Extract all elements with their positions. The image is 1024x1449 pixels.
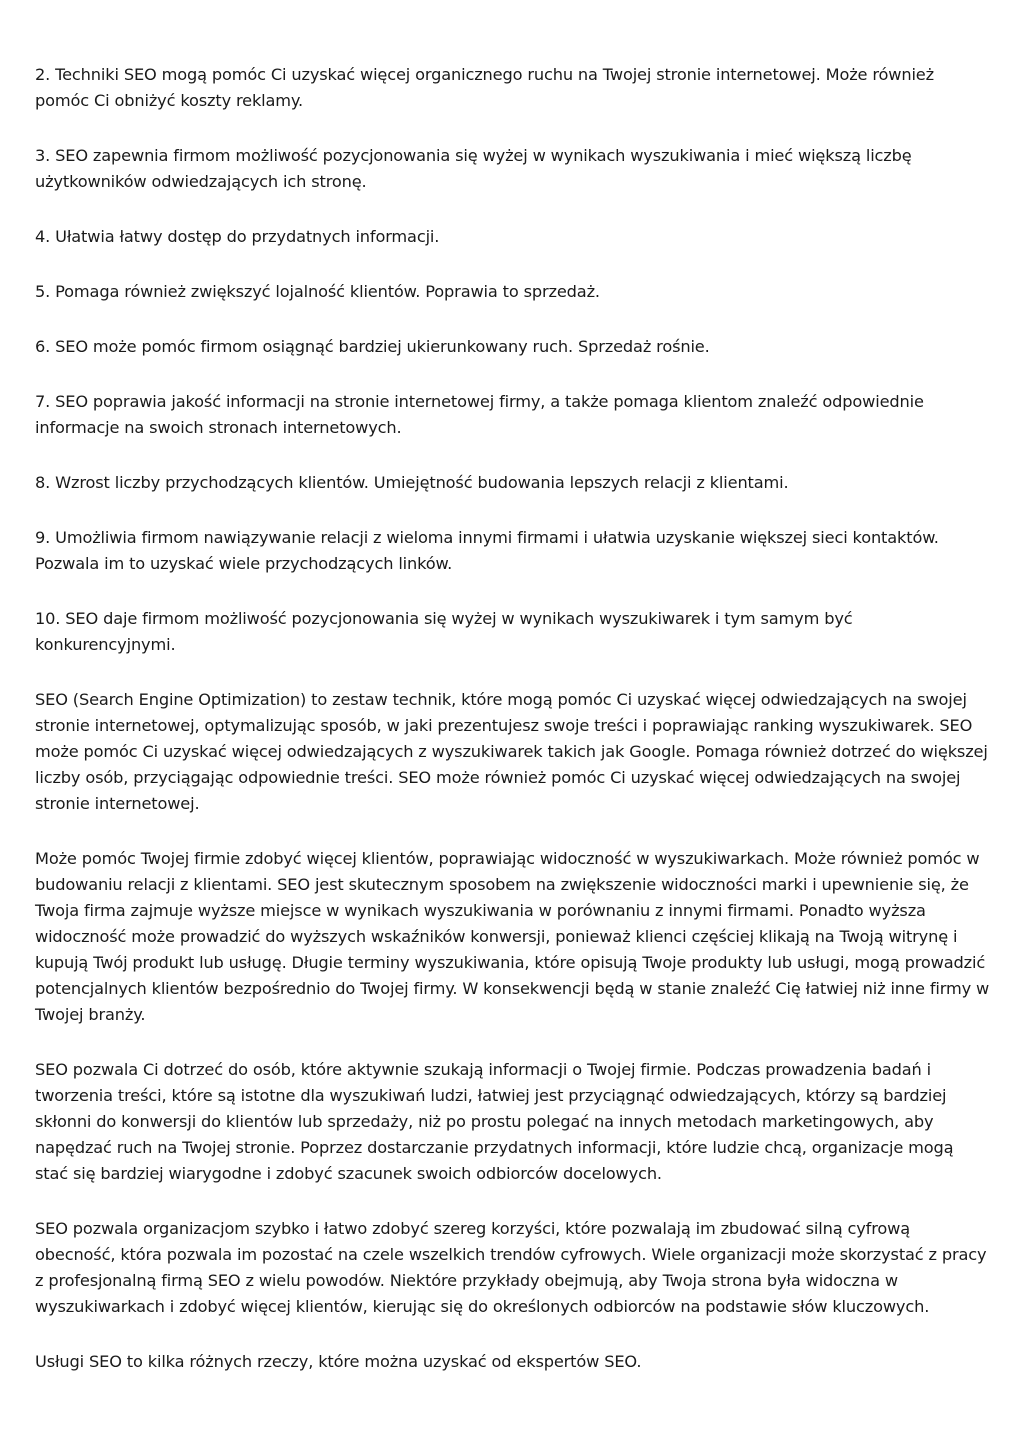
paragraph-7: 7. SEO poprawia jakość informacji na stronie internetowej firmy, a także pomaga klientom znaleźć odpowiednie informacje na swoich stronach internetowych. <box>35 392 924 437</box>
document-page <box>35 62 991 1404</box>
paragraph-more-clients: Może pomóc Twojej firmie zdobyć więcej klientów, poprawiając widoczność w wyszukiwarkach. Może również pomóc w budowaniu relacji z klientami. SEO jest skutecznym sposobem na zwiększenie widoczności marki i upewnienie się, że Twoja firma zajmuje wyższe miejsce w wynikach wyszukiwania w porównaniu z innymi firmami. Ponadto wyższa widoczność może prowadzić do wyższych wskaźników konwersji, ponieważ klienci częściej klikają na Twoją witrynę i kupują Twój produkt lub usługę. Długie terminy wyszukiwania, które opisują Twoje produkty lub usługi, mogą prowadzić potencjalnych klientów bezpośrednio do Twojej firmy. W konsekwencji będą w stanie znaleźć Cię łatwiej niż inne firmy w Twojej branży. <box>35 849 990 1024</box>
paragraph-10: 10. SEO daje firmom możliwość pozycjonowania się wyżej w wynikach wyszukiwarek i tym samym być konkurencyjnymi. <box>35 609 853 654</box>
paragraph-9: 9. Umożliwia firmom nawiązywanie relacji z wieloma innymi firmami i ułatwia uzyskanie większej sieci kontaktów. Pozwala im to uzyskać wiele przychodzących linków. <box>35 528 939 573</box>
paragraph-4: 4. Ułatwia łatwy dostęp do przydatnych informacji. <box>35 227 440 246</box>
paragraph-8: 8. Wzrost liczby przychodzących klientów. Umiejętność budowania lepszych relacji z klientami. <box>35 473 789 492</box>
paragraph-organizations: SEO pozwala organizacjom szybko i łatwo zdobyć szereg korzyści, które pozwalają im zbudować silną cyfrową obecność, która pozwala im pozostać na czele wszelkich trendów cyfrowych. Wiele organizacji może skorzystać z pracy z profesjonalną firmą SEO z wielu powodów. Niektóre przykłady obejmują, aby Twoja strona była widoczna w wyszukiwarkach i zdobyć więcej klientów, kierując się do określonych odbiorców na podstawie słów kluczowych. <box>35 1219 987 1316</box>
paragraph-3: 3. SEO zapewnia firmom możliwość pozycjonowania się wyżej w wynikach wyszukiwania i mieć większą liczbę użytkowników odwiedzających ich stronę. <box>35 146 912 191</box>
paragraph-seo-services: Usługi SEO to kilka różnych rzeczy, które można uzyskać od ekspertów SEO. <box>35 1352 642 1371</box>
paragraph-reach-people: SEO pozwala Ci dotrzeć do osób, które aktywnie szukają informacji o Twojej firmie. Podczas prowadzenia badań i tworzenia treści, które są istotne dla wyszukiwań ludzi, łatwiej jest przyciągnąć odwiedzających, którzy są bardziej skłonni do konwersji do klientów lub sprzedaży, niż po prostu polegać na innych metodach marketingowych, aby napędzać ruch na Twojej stronie. Poprzez dostarczanie przydatnych informacji, które ludzie chcą, organizacje mogą stać się bardziej wiarygodne i zdobyć szacunek swoich odbiorców docelowych. <box>35 1060 954 1183</box>
paragraph-2: 2. Techniki SEO mogą pomóc Ci uzyskać więcej organicznego ruchu na Twojej stronie internetowej. Może również pomóc Ci obniżyć koszty reklamy. <box>35 65 934 110</box>
paragraph-seo-definition: SEO (Search Engine Optimization) to zestaw technik, które mogą pomóc Ci uzyskać więcej odwiedzających na swojej stronie internetowej, optymalizując sposób, w jaki prezentujesz swoje treści i poprawiając ranking wyszukiwarek. SEO może pomóc Ci uzyskać więcej odwiedzających z wyszukiwarek takich jak Google. Pomaga również dotrzeć do większej liczby osób, przyciągając odpowiednie treści. SEO może również pomóc Ci uzyskać więcej odwiedzających na swojej stronie internetowej. <box>35 690 988 813</box>
paragraph-6: 6. SEO może pomóc firmom osiągnąć bardziej ukierunkowany ruch. Sprzedaż rośnie. <box>35 337 710 356</box>
paragraph-5: 5. Pomaga również zwiększyć lojalność klientów. Poprawia to sprzedaż. <box>35 282 600 301</box>
